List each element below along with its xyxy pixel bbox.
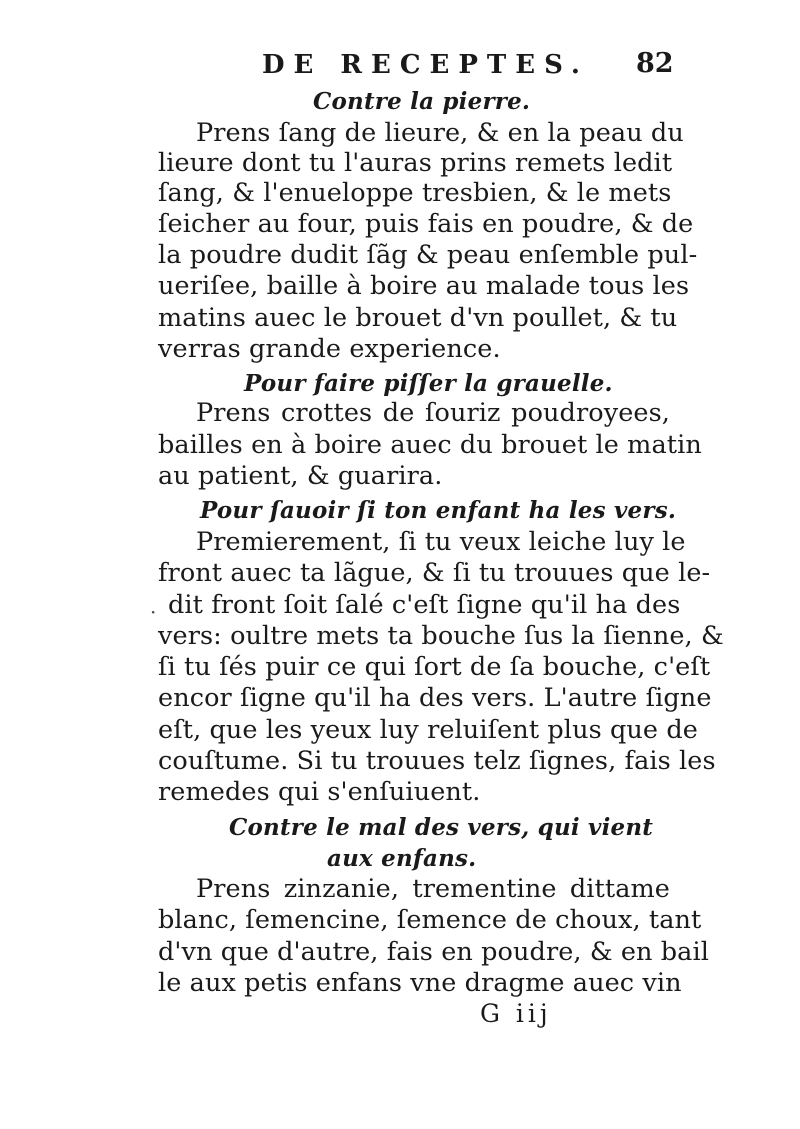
text-line: vers: oultre mets ta bouche ſus la ſienne, & <box>158 621 724 651</box>
text-line: Prens crottes de ſouriz poudroyees, <box>196 398 670 428</box>
text-line: bailles en à boire auec du brouet le matin <box>158 430 702 460</box>
text-line: d'vn que d'autre, fais en poudre, & en bail <box>158 937 709 967</box>
text-line: lieure dont tu l'auras prins remets ledit <box>158 148 673 178</box>
section-heading-grauelle: Pour faire piſſer la grauelle. <box>244 370 613 397</box>
text-line: Prens zinzanie, trementine dittame <box>196 874 670 904</box>
text-line: blanc, ſemencine, ſemence de choux, tant <box>158 905 702 935</box>
section-heading-vers: Pour ſauoir ſi ton enfant ha les vers. <box>200 497 677 524</box>
text-line: couſtume. Si tu trouues telz ſignes, fais les <box>158 746 716 776</box>
signature-mark: G iij <box>480 999 552 1028</box>
text-line: ſang, & l'enueloppe tresbien, & le mets <box>158 178 672 208</box>
text-line: Prens ſang de lieure, & en la peau du <box>196 118 684 148</box>
text-line: le aux petis enfans vne dragme auec vin <box>158 968 682 998</box>
section-heading-mal-des-vers-cont: aux enfans. <box>327 845 477 872</box>
page-number: 82 <box>636 48 674 79</box>
text-line: la poudre dudit ſãg & peau enſemble pul- <box>158 240 698 270</box>
text-line: matins auec le brouet d'vn poullet, & tu <box>158 303 678 333</box>
text-line: ueriſee, baille à boire au malade tous les <box>158 271 690 301</box>
text-line: dit front ſoit ſalé c'eſt ſigne qu'il ha des <box>168 590 681 620</box>
text-line: ſi tu ſés puir ce qui ſort de ſa bouche, c'eſt <box>158 652 711 682</box>
running-head: DE RECEPTES. <box>262 50 589 80</box>
ink-speck: · <box>150 600 157 624</box>
text-line: au patient, & guarira. <box>158 461 443 491</box>
text-line: remedes qui s'enſuiuent. <box>158 777 481 807</box>
section-heading-mal-des-vers: Contre le mal des vers, qui vient <box>229 814 654 841</box>
section-heading-pierre: Contre la pierre. <box>313 88 531 115</box>
text-line: Premierement, ſi tu veux leiche luy le <box>196 527 686 557</box>
text-line: ſeicher au four, puis fais en poudre, & de <box>158 209 694 239</box>
text-line: encor ſigne qu'il ha des vers. L'autre ſigne <box>158 683 712 713</box>
text-line: verras grande experience. <box>158 334 501 364</box>
text-line: eſt, que les yeux luy reluiſent plus que de <box>158 715 698 745</box>
text-line: front auec ta lãgue, & ſi tu trouues que le- <box>158 558 711 588</box>
